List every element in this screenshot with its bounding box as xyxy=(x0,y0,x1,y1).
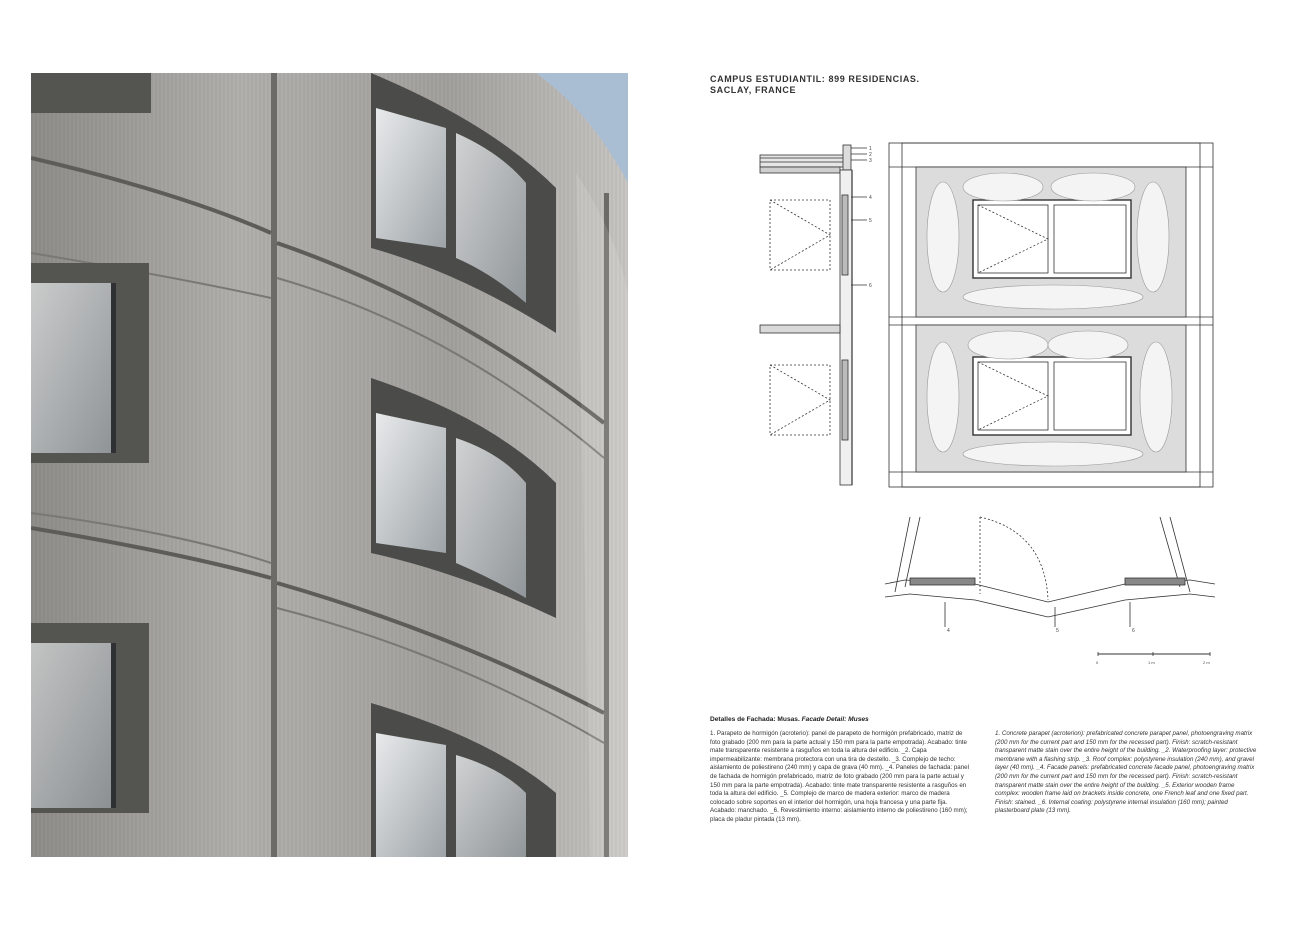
scale-label-1m: 1 m xyxy=(1148,660,1155,665)
scale-label-2m: 2 m xyxy=(1203,660,1210,665)
caption-heading-es: Detalles de Fachada: Musas. xyxy=(710,716,800,723)
section-label-4: 4 xyxy=(869,195,872,201)
facade-photo-illustration xyxy=(31,73,628,857)
plan-detail-drawing xyxy=(880,512,1220,667)
section-label-6: 6 xyxy=(869,283,872,289)
caption-heading xyxy=(710,716,869,723)
section-label-1: 1 xyxy=(869,146,872,152)
plan-label-4: 4 xyxy=(947,628,950,634)
facade-photo xyxy=(31,73,628,857)
plan-label-6: 6 xyxy=(1132,628,1135,634)
wall-section-drawing xyxy=(755,140,895,492)
facade-elevation-drawing xyxy=(888,142,1215,489)
section-label-2: 2 xyxy=(869,152,872,158)
scale-label-0: 0 xyxy=(1096,660,1099,665)
plan-label-5: 5 xyxy=(1056,628,1059,634)
project-title xyxy=(710,74,920,96)
section-label-5: 5 xyxy=(869,218,872,224)
title-line-2: SACLAY, FRANCE xyxy=(710,85,797,95)
caption-text-spanish: 1. Parapeto de hormigón (acroterio): panel de parapeto de hormigón prefabricado, matriz de foto grabado (200 mm para la parte actual y 150 mm para la parte empotrada). Acabado: tinte mate transparente resistente a rasguños en toda la altura del edificio. _2. Capa impermeabilizante: membrana protectora con una tira de destello. _3. Complejo de techo: aislamiento de poliestireno (240 mm) y capa de grava (40 mm). _4. Paneles de fachada: panel de fachada de hormigón prefabricado, matriz de foto grabado (200 mm para la parte actual y 150 mm para la parte empotrada). Acabado: tinte mate transparente resistente a rasguños en toda la altura del edificio. _5. Complejo de marco de madera exterior: marco de madera colocado sobre soportes en el interior del hormigón, una hoja francesa y una parte fija. Acabado: manchado. _6. Revestimiento interno: aislamiento interno de poliestireno (160 mm); placa de pladur pintada (13 mm). xyxy=(710,730,969,823)
caption-text-english: 1. Concrete parapet (acroterion): prefabricated concrete parapet panel, photoengraving matrix (200 mm for the current part and 150 mm for the recessed part). Finish: scratch-resistant transparent matte stain over the entire height of the building. _2. Waterproofing layer: protective membrane with a flashing strip. _3. Roof complex: polystyrene insulation (240 mm), and gravel layer (40 mm). _4. Facade panels: prefabricated concrete facade panel, photoengraving matrix (200 mm for the current part and 150 mm for the recessed part). Finish: scratch-resistant transparent matte stain over the entire height of the building. _5. Exterior wooden frame complex: wooden frame laid on brackets inside concrete, one French leaf and one fixed part. Finish: stained. _6. Internal coating: polystyrene internal insulation (160 mm); painted plasterboard plate (13 mm). xyxy=(995,730,1257,815)
caption-heading-en: Facade Detail: Muses xyxy=(801,716,869,723)
section-label-3: 3 xyxy=(869,158,872,164)
title-line-1: CAMPUS ESTUDIANTIL: 899 RESIDENCIAS. xyxy=(710,74,920,84)
